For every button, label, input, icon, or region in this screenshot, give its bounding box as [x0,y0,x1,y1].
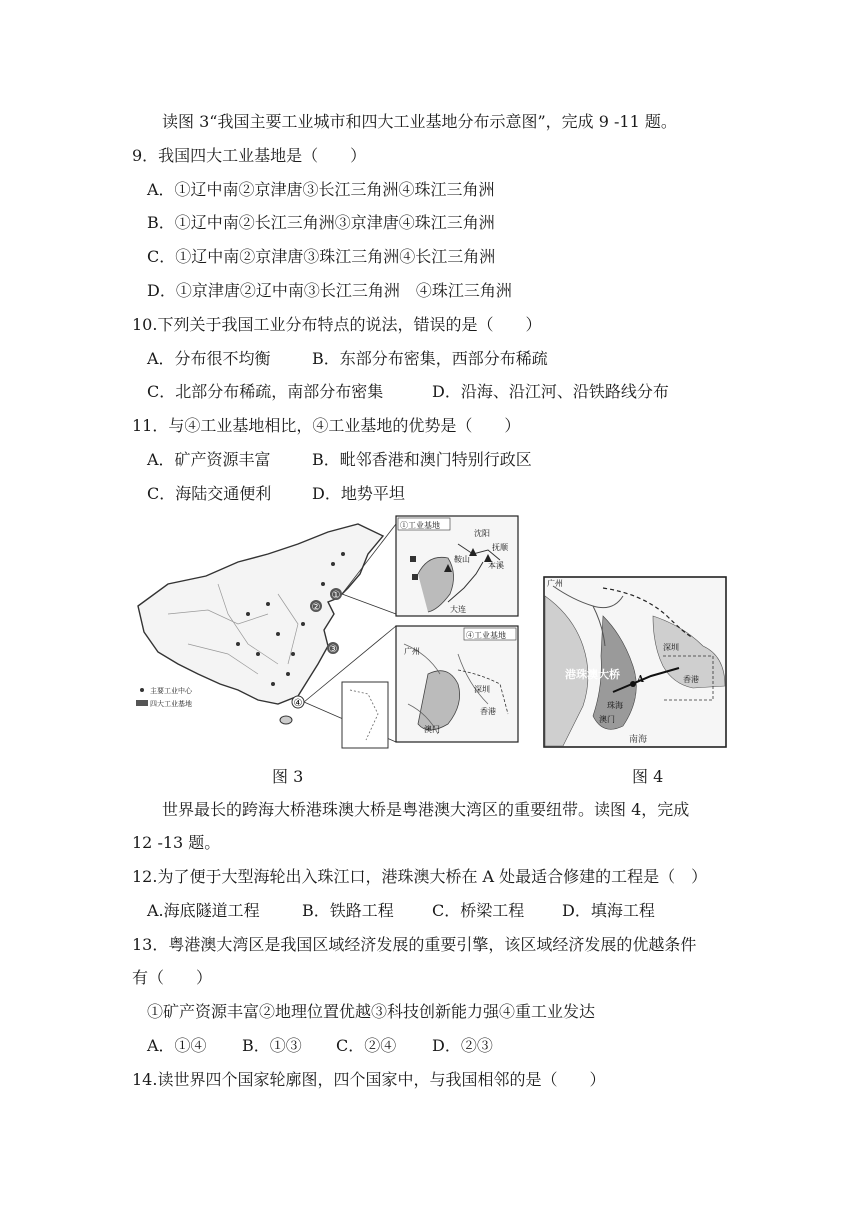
inset1-shenyang: 沈阳 [474,529,490,538]
q10-option-a: A．分布很不均衡 [147,349,271,368]
intro-fig4-line2: 12 -13 题。 [132,833,221,852]
q13-conditions: ①矿产资源丰富②地理位置优越③科技创新能力强④重工业发达 [147,1002,596,1021]
q10-option-b: B．东部分布密集，西部分布稀疏 [312,349,548,368]
q12-stem: 12.为了便于大型海轮出入珠江口，港珠澳大桥在 A 处最适合修建的工程是（ ） [132,867,708,886]
inset1-fushun: 抚顺 [492,543,508,552]
fig4-bridge-label: 港珠澳大桥 [565,668,620,681]
figure3-map [128,514,528,754]
inset2-hongkong: 香港 [480,707,496,716]
map-number-3: ③ [328,644,338,655]
map-number-4: ④ [293,698,303,709]
inset1-anshan: 鞍山 [454,555,470,564]
q12-option-a: A.海底隧道工程 [147,901,260,920]
q12-option-b: B．铁路工程 [302,901,394,920]
q11-option-d: D．地势平坦 [312,484,405,503]
q13-option-a: A．①④ [147,1036,207,1055]
inset1-title: ①工业基地 [400,521,440,530]
q14-stem: 14.读世界四个国家轮廓图，四个国家中，与我国相邻的是（ ） [132,1070,606,1089]
q9-stem: 9．我国四大工业基地是（ ） [132,146,367,165]
intro-fig4-line1: 世界最长的跨海大桥港珠澳大桥是粤港澳大湾区的重要纽带。读图 4，完成 [162,800,690,819]
q12-option-d: D．填海工程 [562,901,655,920]
inset2-title: ④工业基地 [466,631,506,640]
q13-stem-line2: 有（ ） [132,968,213,987]
q10-stem: 10.下列关于我国工业分布特点的说法，错误的是（ ） [132,315,542,334]
q11-stem: 11．与④工业基地相比，④工业基地的优势是（ ） [132,416,521,435]
figure3-caption: 图 3 [272,767,304,786]
inset1-dalian: 大连 [450,605,466,614]
inset2-shenzhen: 深圳 [474,685,490,694]
fig4-south-sea: 南海 [629,735,648,745]
q12-option-c: C．桥梁工程 [432,901,525,920]
fig4-hongkong: 香港 [683,675,699,684]
figure4-caption: 图 4 [632,767,664,786]
q10-option-d: D．沿海、沿江河、沿铁路线分布 [432,382,669,401]
q13-option-b: B．①③ [242,1036,302,1055]
intro-fig3: 读图 3“我国主要工业城市和四大工业基地分布示意图”，完成 9 -11 题。 [162,112,677,131]
fig4-point-a: A [637,675,644,685]
q11-option-a: A．矿产资源丰富 [147,450,271,469]
inset2-guangzhou: 广州 [404,647,420,656]
fig4-macau: 澳门 [599,715,615,724]
inset2-macau: 澳门 [424,725,440,734]
q11-option-c: C．海陆交通便利 [147,484,272,503]
figure4-map [543,576,727,748]
q9-option-d: D．①京津唐②辽中南③长江三角洲 ④珠江三角洲 [147,281,512,300]
q9-option-a: A．①辽中南②京津唐③长江三角洲④珠江三角洲 [147,180,495,199]
fig4-guangzhou: 广州 [547,579,563,588]
legend-base: 四大工业基地 [150,700,192,708]
map-number-2: ② [311,602,321,613]
fig4-zhuhai: 珠海 [607,701,623,710]
q9-option-b: B．①辽中南②长江三角洲③京津唐④珠江三角洲 [147,213,495,232]
map-number-1: ① [331,590,341,601]
q13-stem-line1: 13．粤港澳大湾区是我国区域经济发展的重要引擎，该区域经济发展的优越条件 [132,935,697,954]
q10-option-c: C．北部分布稀疏，南部分布密集 [147,382,384,401]
legend-city: 主要工业中心 [150,687,192,695]
q11-option-b: B．毗邻香港和澳门特别行政区 [312,450,532,469]
fig4-shenzhen: 深圳 [663,643,679,652]
q13-option-c: C．②④ [336,1036,397,1055]
q13-option-d: D．②③ [432,1036,493,1055]
q9-option-c: C．①辽中南②京津唐③珠江三角洲④长江三角洲 [147,247,496,266]
inset1-benxi: 本溪 [488,561,504,570]
